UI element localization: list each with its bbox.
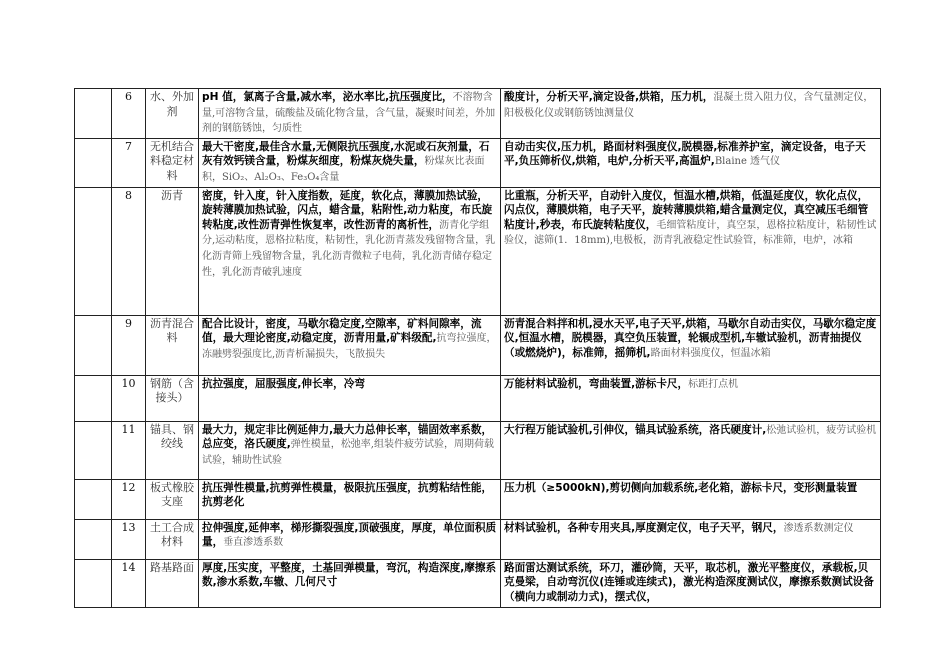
required-items-text: 万能材料试验机，弯曲装置,游标卡尺， — [504, 377, 689, 390]
blank-cell — [75, 315, 112, 375]
blank-cell — [75, 187, 112, 315]
required-items-text: 配合比设计，密度，马歇尔稳定度,空隙率，矿料间隙率，流值，最大理论密度,动稳定度，沥青用量,矿料级配, — [202, 317, 482, 345]
optional-items-text: 不溶物含量,可溶物含量，硫酸盐及硫化物含量，含气量，凝聚时间差，外加剂的钢筋锈蚀，匀质性 — [202, 92, 496, 135]
test-equipment-cell — [501, 479, 881, 519]
row-number: 14 — [112, 559, 146, 607]
optional-items-text: 混凝土贯入阻力仪，含气量测定仪，阳极极化仪或钢筋锈蚀测量仪 — [504, 92, 874, 119]
optional-items-text: Blaine 透气仪 — [714, 156, 781, 168]
required-items-text: 酸度计，分析天平,滴定设备,烘箱，压力机， — [504, 91, 714, 103]
table-row — [75, 315, 881, 375]
table-row — [75, 559, 881, 607]
row-number: 7 — [112, 138, 146, 187]
required-items-text: 抗拉强度，屈服强度,伸长率，冷弯 — [202, 377, 365, 390]
blank-cell — [75, 375, 112, 421]
required-items-text: 大行程万能试验机,引伸仪，锚具试验系统，洛氏硬度计, — [504, 423, 767, 436]
required-items-text: pH 值，氯离子含量,减水率，泌水率比,抗压强度比， — [202, 91, 453, 103]
test-parameters-cell — [199, 89, 501, 139]
required-items-text: 密度，针入度，针入度指数，延度，软化点，薄膜加热试验，旋转薄膜加热试验，闪点，蜡含量，粘附性,动力粘度，布氏旋转粘度,改性沥青弹性恢复率，改性沥青的离析性， — [202, 189, 493, 231]
test-items-table — [74, 88, 881, 608]
test-parameters-cell — [199, 375, 501, 421]
test-parameters-cell — [199, 421, 501, 479]
test-equipment-cell — [501, 89, 881, 139]
test-equipment-cell — [501, 187, 881, 315]
required-items-text: 抗压弹性模量,抗剪弹性模量，极限抗压强度，抗剪粘结性能，抗剪老化 — [202, 481, 493, 509]
row-number: 11 — [112, 421, 146, 479]
row-number: 10 — [112, 375, 146, 421]
test-equipment-cell — [501, 559, 881, 607]
required-items-text: 最大力，规定非比例延伸力,最大力总伸长率，锚固效率系数，总应变，洛氏硬度, — [202, 423, 493, 451]
test-parameters-cell — [199, 479, 501, 519]
material-name: 板式橡胶支座 — [146, 479, 199, 519]
required-items-text: 厚度,压实度，平整度，土基回弹模量，弯沉，构造深度,摩擦系数,渗水系数,车辙、几何尺寸 — [202, 561, 497, 589]
material-name: 土工合成材料 — [146, 519, 199, 559]
blank-cell — [75, 479, 112, 519]
row-number: 12 — [112, 479, 146, 519]
optional-items-text: 粉煤灰比表面积，SiO₂、Al₂O₃、Fe₃O₄含量 — [202, 156, 485, 183]
optional-items-text: 标距打点机 — [688, 378, 739, 390]
material-name: 沥青混合料 — [146, 315, 199, 375]
required-items-text: 比重瓶，分析天平，自动针入度仪，恒温水槽,烘箱，低温延度仪，软化点仪，闪点仪，薄膜烘箱，电子天平，旋转薄膜烘箱,蜡含量测定仪，真空减压毛细管粘度计,秒表，布氏旋转粘度仪， — [504, 189, 869, 231]
optional-items-text: 抗弯拉强度，冻融劈裂强度比,沥青析漏损失，飞散损失 — [202, 333, 497, 360]
material-name: 钢筋（含接头） — [146, 375, 199, 421]
material-name: 沥青 — [146, 187, 199, 315]
blank-cell — [75, 559, 112, 607]
blank-cell — [75, 89, 112, 139]
table-row — [75, 89, 881, 139]
material-name: 锚具、钢绞线 — [146, 421, 199, 479]
test-equipment-cell — [501, 375, 881, 421]
material-name: 路基路面 — [146, 559, 199, 607]
test-parameters-cell — [199, 138, 501, 187]
test-equipment-cell — [501, 421, 881, 479]
material-name: 水、外加剂 — [146, 89, 199, 139]
test-parameters-cell — [199, 519, 501, 559]
optional-items-text: 沥青化学组分,运动粘度，恩格拉粘度，粘韧性，乳化沥青蒸发残留物含量，乳化沥青筛上残留物含量，乳化沥青微粒子电荷，乳化沥青储存稳定性，乳化沥青破乳速度 — [202, 219, 496, 278]
required-items-text: 最大干密度,最佳含水量,无侧限抗压强度,水泥或石灰剂量，石灰有效钙镁含量，粉煤灰细度，粉煤灰烧失量， — [202, 140, 490, 168]
test-equipment-cell — [501, 138, 881, 187]
table-row — [75, 138, 881, 187]
test-parameters-cell — [199, 187, 501, 315]
required-items-text: 沥青混合料拌和机,浸水天平,电子天平,烘箱，马歇尔自动击实仪，马歇尔稳定度仪,恒温水槽，脱模器，真空负压装置，轮辗成型机,车辙试验机，沥青抽提仪（或燃烧炉)，标准筛，摇筛机, — [504, 317, 877, 359]
table-row — [75, 519, 881, 559]
optional-items-text: 渗透系数测定仪 — [783, 522, 854, 534]
optional-items-text: 毛细管粘度计，真空泵，恩格拉粘度计，粘韧性试验仪，滤筛(1．18mm),电极板，沥青乳液稳定性试验管，标准筛，电炉，冰箱 — [504, 219, 877, 247]
test-equipment-cell — [501, 315, 881, 375]
blank-cell — [75, 138, 112, 187]
optional-items-text: 弹性模量，松弛率,组装件疲劳试验，周期荷载试验，辅助性试验 — [202, 439, 494, 466]
table-body — [75, 89, 881, 608]
required-items-text: 路面雷达测试系统，环刀，灌砂筒，天平，取芯机，激光平整度仪，承载板,贝克曼梁，自动弯沉仪(连锤或连续式)，激光构造深度测试仪，摩擦系数测试设备（横向力或制动力式)，摆式仪， — [504, 561, 874, 603]
blank-cell — [75, 519, 112, 559]
optional-items-text: 松弛试验机，疲劳试验机 — [766, 424, 877, 436]
table-row — [75, 375, 881, 421]
row-number: 6 — [112, 89, 146, 139]
required-items-text: 自动击实仪,压力机，路面材料强度仪,脱模器,标准养护室，滴定设备，电子天平,负压筛析仪,烘箱，电炉,分析天平,高温炉, — [504, 140, 866, 168]
table-row — [75, 421, 881, 479]
table-row — [75, 187, 881, 315]
required-items-text: 材料试验机，各种专用夹具,厚度测定仪，电子天平，钢尺， — [504, 521, 784, 534]
table-row — [75, 479, 881, 519]
row-number: 13 — [112, 519, 146, 559]
row-number: 9 — [112, 315, 146, 375]
optional-items-text: 垂直渗透系数 — [223, 537, 284, 549]
test-equipment-cell — [501, 519, 881, 559]
test-parameters-cell — [199, 559, 501, 607]
required-items-text: 拉伸强度,延伸率，梯形撕裂强度,顶破强度，厚度，单位面积质量， — [202, 521, 497, 549]
test-parameters-cell — [199, 315, 501, 375]
required-items-text: 压力机（≥5000kN),剪切侧向加载系统,老化箱，游标卡尺，变形测量装置 — [504, 481, 858, 494]
optional-items-text: 路面材料强度仪，恒温冰箱 — [650, 347, 771, 359]
blank-cell — [75, 421, 112, 479]
row-number: 8 — [112, 187, 146, 315]
material-name: 无机结合料稳定材料 — [146, 138, 199, 187]
